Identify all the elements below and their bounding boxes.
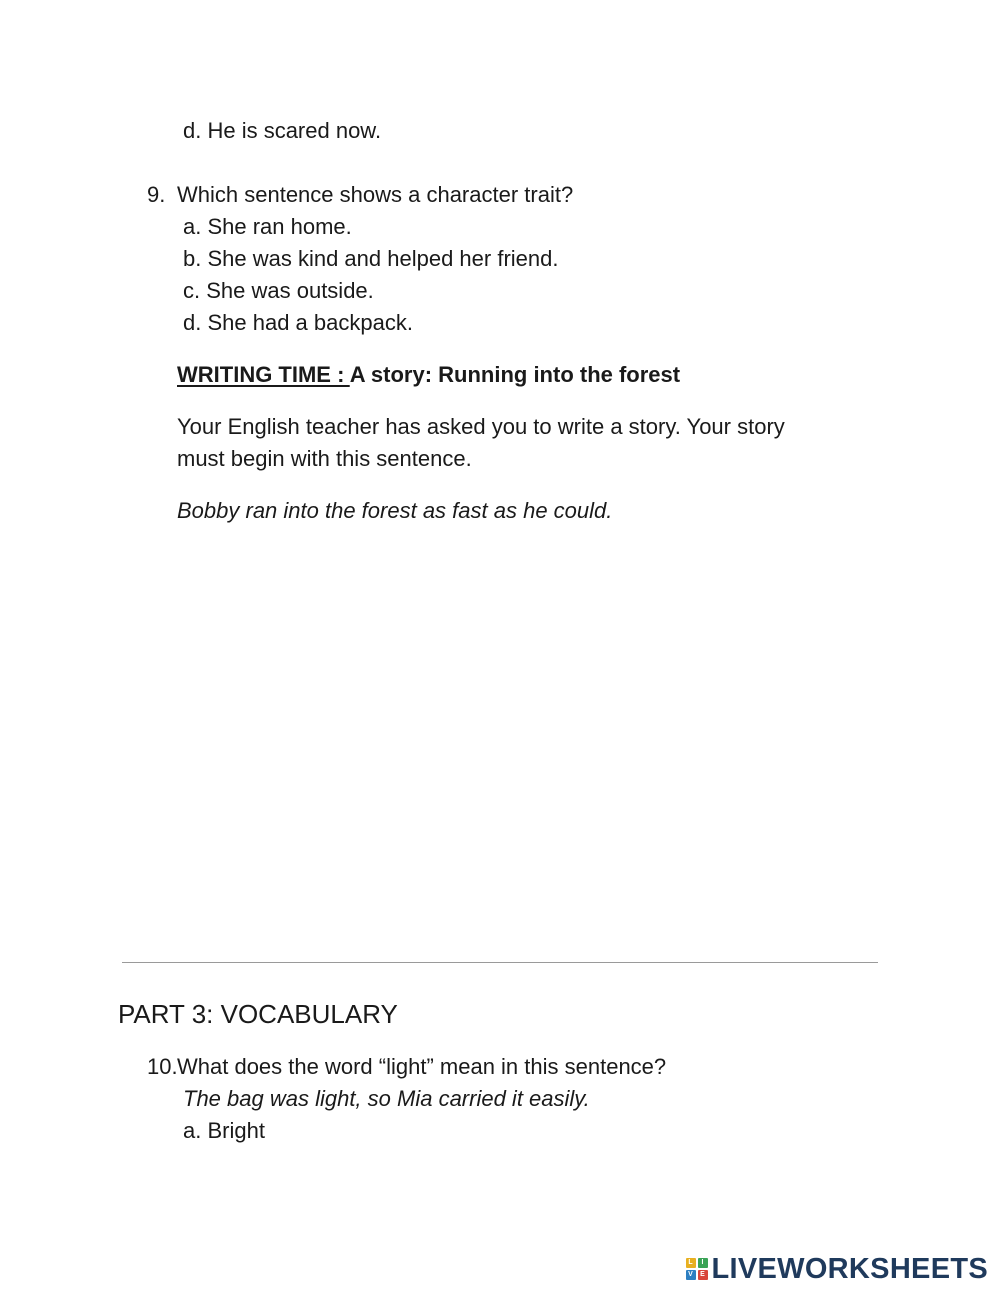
logo-grid-cell: V <box>686 1270 696 1280</box>
logo-grid-cell: L <box>686 1258 696 1268</box>
logo-grid-icon <box>686 1258 708 1280</box>
question9-text: Which sentence shows a character trait? <box>177 182 574 207</box>
writing-answer-area[interactable] <box>177 540 877 940</box>
logo-grid-cell: I <box>698 1258 708 1268</box>
writing-label: WRITING TIME : <box>177 362 350 387</box>
part3-title: PART 3: VOCABULARY <box>118 999 398 1029</box>
liveworksheets-logo <box>686 1253 989 1285</box>
writing-title: A story: Running into the forest <box>349 362 681 387</box>
question9-option-b[interactable]: b. She was kind and helped her friend. <box>183 246 559 271</box>
logo-wordmark: LIVEWORKSHEETS <box>711 1253 988 1285</box>
writing-instruction-line1: Your English teacher has asked you to write a story. Your story <box>177 414 785 439</box>
question9-option-c[interactable]: c. She was outside. <box>183 278 374 303</box>
question10-example-sentence: The bag was light, so Mia carried it easily. <box>183 1086 590 1111</box>
logo-grid-cell: E <box>698 1270 708 1280</box>
question9-number: 9. <box>147 182 166 207</box>
writing-heading <box>177 359 680 391</box>
writing-instruction-line2: must begin with this sentence. <box>177 446 472 471</box>
question10-text: What does the word “light” mean in this sentence? <box>177 1054 667 1079</box>
question10-number: 10. <box>147 1054 178 1079</box>
question9-option-a[interactable]: a. She ran home. <box>183 214 352 239</box>
writing-starter-sentence: Bobby ran into the forest as fast as he could. <box>177 498 613 523</box>
question10-option-a[interactable]: a. Bright <box>183 1118 265 1143</box>
question9-option-d[interactable]: d. She had a backpack. <box>183 310 413 335</box>
question8-option-d[interactable]: d. He is scared now. <box>183 118 382 143</box>
section-divider <box>122 962 878 963</box>
